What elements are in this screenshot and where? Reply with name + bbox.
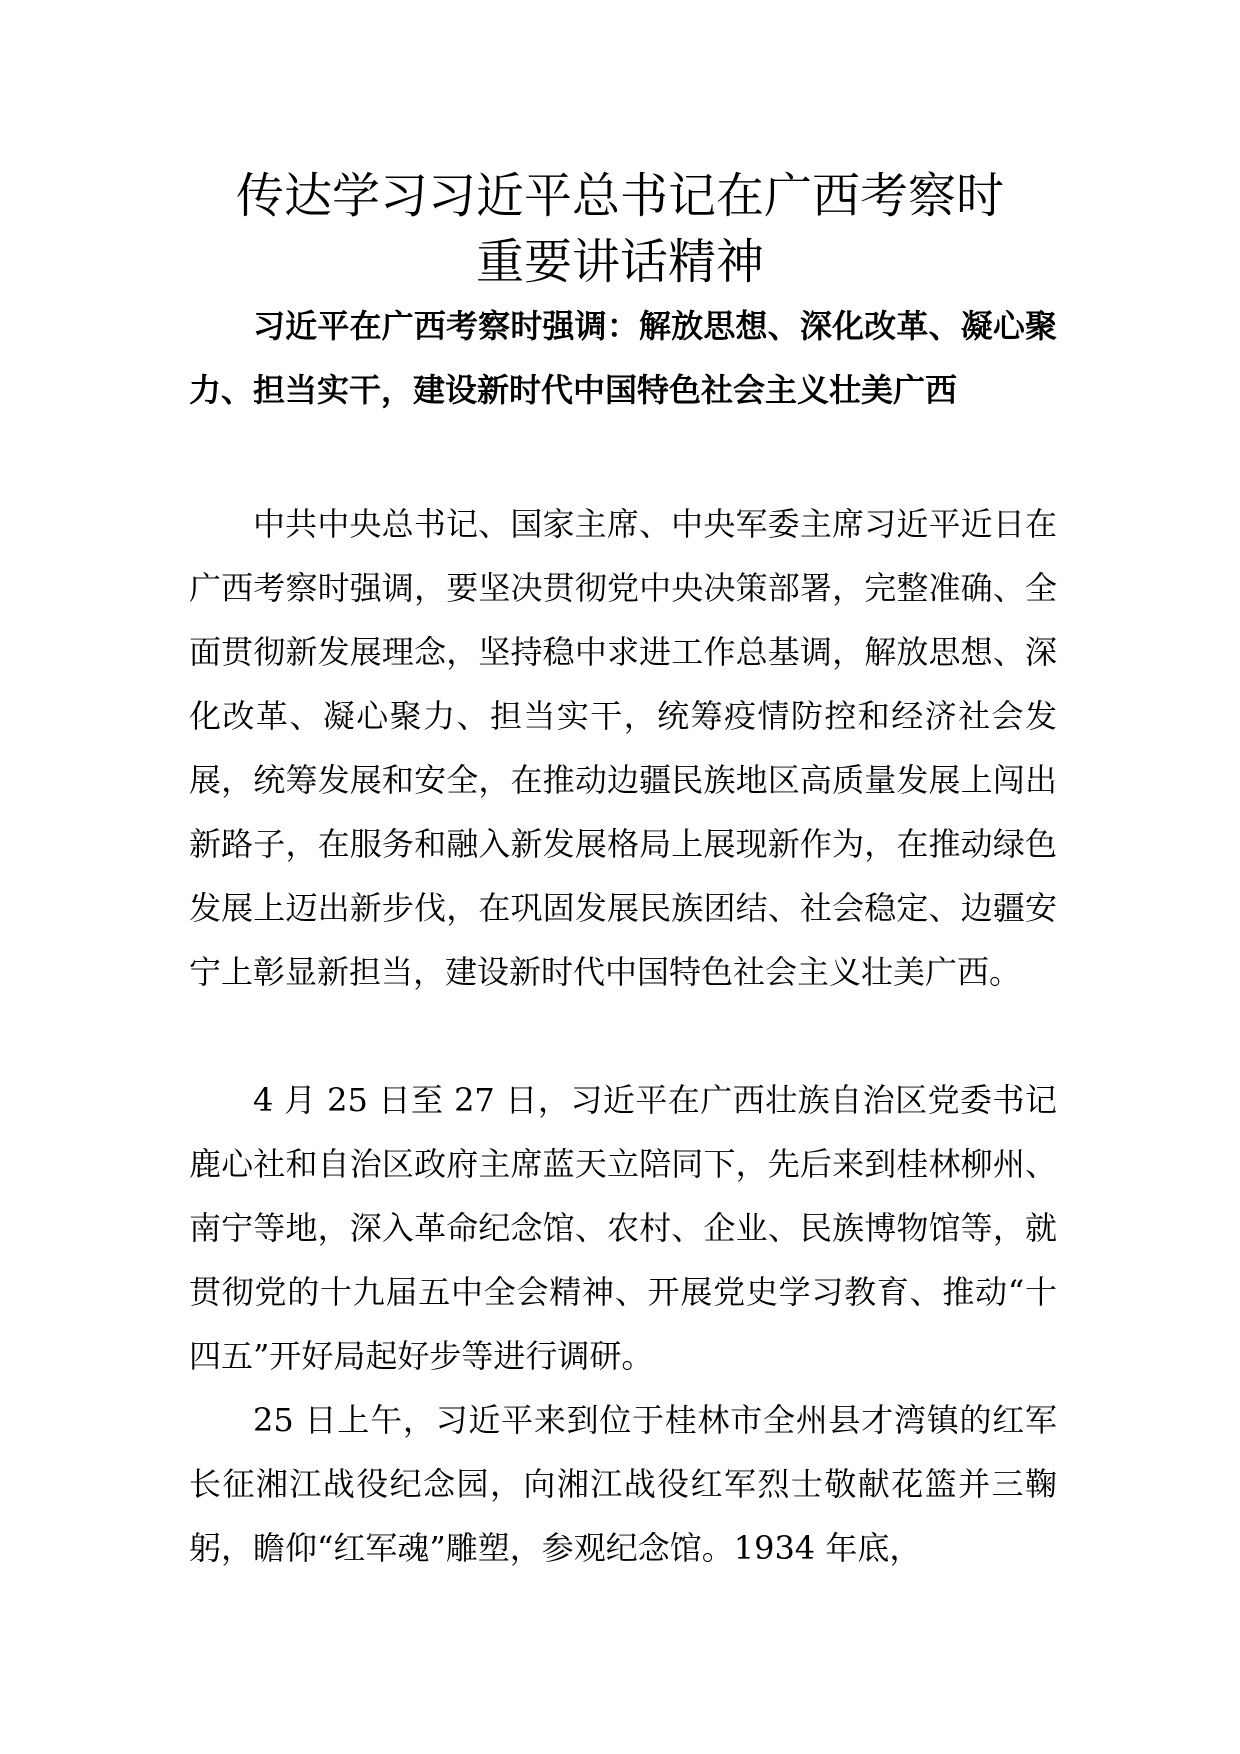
body-paragraph-3: 25 日上午，习近平来到位于桂林市全州县才湾镇的红军长征湘江战役纪念园，向湘江战役红军烈士敬献花篮并三鞠躬，瞻仰“红军魂”雕塑，参观纪念馆。1934 年底， — [189, 1401, 1057, 1567]
document-subtitle: 习近平在广西考察时强调：解放思想、深化改革、凝心聚力、担当实干，建设新时代中国特色社会主义壮美广西 — [189, 307, 1057, 409]
document-title-line-1: 传达学习习近平总书记在广西考察时 — [235, 168, 1004, 224]
document-title-line-2: 重要讲话精神 — [475, 234, 764, 290]
body-paragraph-2: 4 月 25 日至 27 日，习近平在广西壮族自治区党委书记鹿心社和自治区政府主席蓝天立陪同下，先后来到桂林柳州、南宁等地，深入革命纪念馆、农村、企业、民族博物馆等，就贯彻党的十九届五中全会精神、开展党史学习教育、推动“十四五”开好局起好步等进行调研。 — [189, 1081, 1057, 1375]
body-paragraph-1: 中共中央总书记、国家主席、中央军委主席习近平近日在广西考察时强调，要坚决贯彻党中央决策部署，完整准确、全面贯彻新发展理念，坚持稳中求进工作总基调，解放思想、深化改革、凝心聚力、担当实干，统筹疫情防控和经济社会发展，统筹发展和安全，在推动边疆民族地区高质量发展上闯出新路子，在服务和融入新发展格局上展现新作为，在推动绿色发展上迈出新步伐，在巩固发展民族团结、社会稳定、边疆安宁上彰显新担当，建设新时代中国特色社会主义壮美广西。 — [189, 505, 1057, 991]
